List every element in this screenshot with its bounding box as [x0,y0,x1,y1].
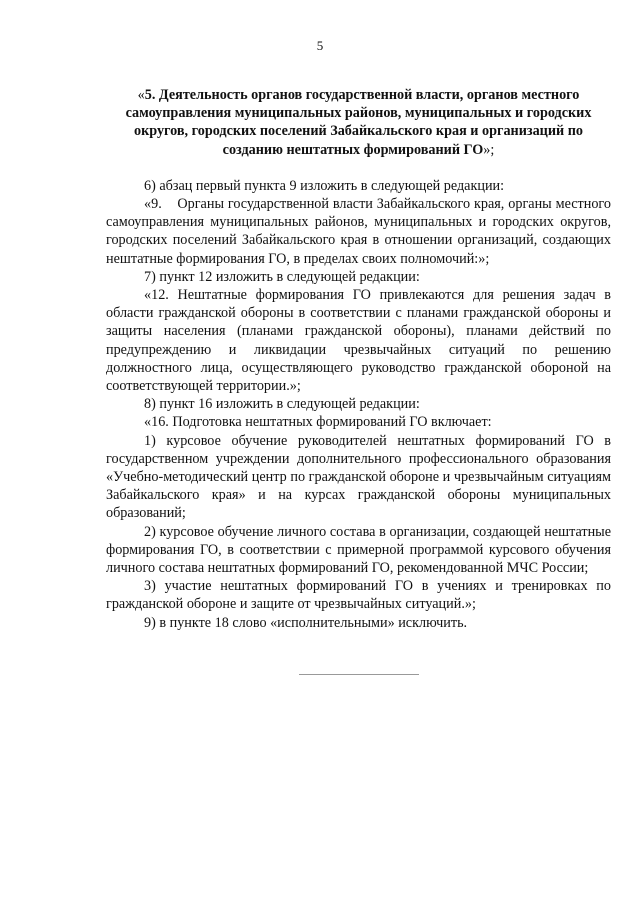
amendment-8-item-1: 1) курсовое обучение руководителей нештатных формирований ГО в государственном учреждении дополнительного профессионального образования «Учебно-методический центр по гражданской обороне и чрезвычайным ситуациям Забайкальского края» и на курсах гражданской обороны муниципальных образований; [106,432,611,522]
document-body [106,86,611,632]
page-number: 5 [316,38,324,53]
heading-open-quote: « [137,87,145,103]
amendment-8-item-2: 2) курсовое обучение личного состава в организации, создающей нештатные формирования ГО, в соответствии с примерной программой курсового обучения личного состава нештатных формирований ГО, рекомендованной МЧС России; [106,523,611,577]
amendment-6-text: «9. Органы государственной власти Забайкальского края, органы местного самоуправления муниципальных районов, муниципальных и городских округов, городских поселений Забайкальского края в отношении организаций, создающих нештатные формирования ГО, в пределах своих полномочий:»; [106,196,611,267]
amendment-8-item-3: 3) участие нештатных формирований ГО в учениях и тренировках по гражданской обороне и защите от чрезвычайных ситуаций.»; [106,578,611,613]
amendment-7-text: «12. Нештатные формирования ГО привлекаются для решения задач в области гражданской обороны в соответствии с планами гражданской обороны и защиты населения (планами гражданской обороны), планами действий по предупреждению и ликвидации чрезвычайных ситуаций по решению должностного лица, осуществляющего руководство гражданской обороной на соответствующей территории.»; [106,287,611,395]
amendment-7-intro: 7) пункт 12 изложить в следующей редакции: [144,268,420,285]
heading-title: 5. Деятельность органов государственной власти, органов местного самоуправления муниципальных районов, муниципальных и городских округов, городских поселений Забайкальского края и организаций по созданию нештатных формирований ГО [125,87,592,158]
end-divider [299,674,419,675]
section-heading [106,86,611,159]
amendment-6-intro: 6) абзац первый пункта 9 изложить в следующей редакции: [144,177,505,194]
heading-close-quote: »; [483,141,495,158]
amendment-8-text: «16. Подготовка нештатных формирований ГО включает: [144,414,492,431]
amendment-8-intro: 8) пункт 16 изложить в следующей редакции: [144,396,420,413]
amendment-9-text: 9) в пункте 18 слово «исполнительными» исключить. [144,614,468,631]
